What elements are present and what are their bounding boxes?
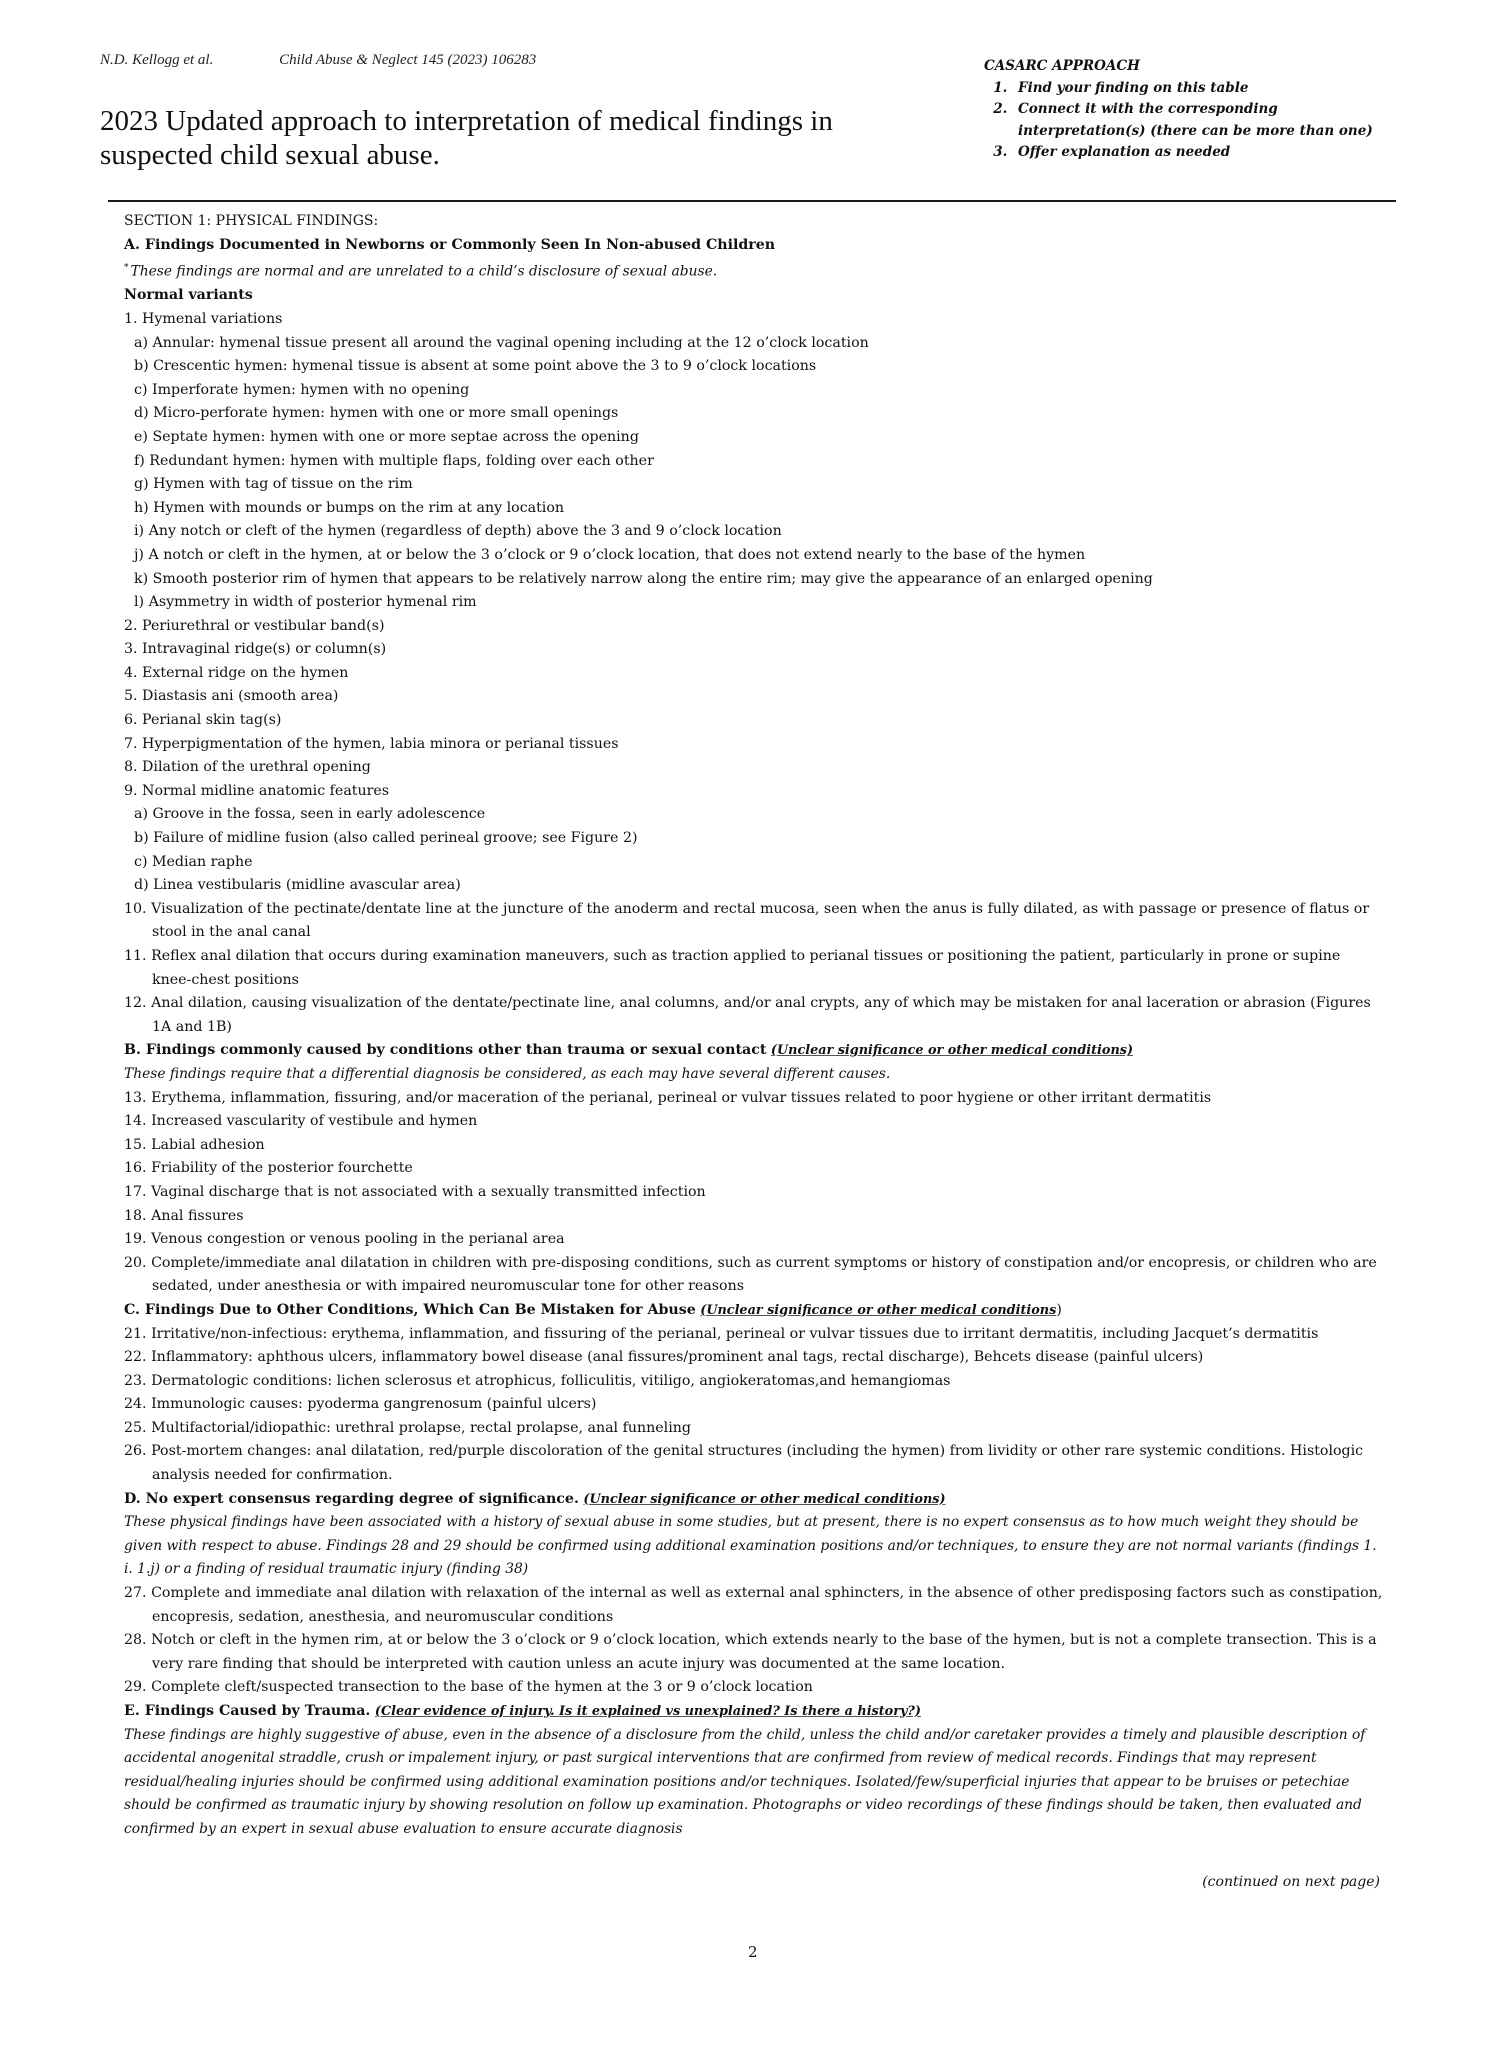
section-b-heading: B. Findings commonly caused by conditions other than trauma or sexual contact bbox=[124, 1042, 767, 1059]
finding-item: 11. Reflex anal dilation that occurs during examination maneuvers, such as traction applied to perianal tissues or positioning the patient, particularly in prone or supine knee-chest positions bbox=[124, 948, 1341, 988]
finding-item: 5. Diastasis ani (smooth area) bbox=[124, 688, 339, 705]
page-number: 2 bbox=[748, 1943, 758, 1961]
section-b-note: These findings require that a differential diagnosis be considered, as each may have several different causes. bbox=[124, 1065, 891, 1082]
casarc-heading: CASARC APPROACH bbox=[984, 58, 1140, 74]
section-c-qualifier: (Unclear significance or other medical conditions bbox=[700, 1302, 1057, 1318]
finding-item: 25. Multifactorial/idiopathic: urethral prolapse, rectal prolapse, anal funneling bbox=[124, 1419, 691, 1436]
finding-item: 15. Labial adhesion bbox=[124, 1136, 265, 1153]
finding-subitem: b) Failure of midline fusion (also called perineal groove; see Figure 2) bbox=[134, 830, 638, 847]
continued-note: (continued on next page) bbox=[1202, 1874, 1380, 1890]
finding-subitem: c) Median raphe bbox=[134, 853, 253, 870]
finding-item: 26. Post-mortem changes: anal dilatation, red/purple discoloration of the genital structures (including the hymen) from lividity or other rare systemic conditions. Histologic analysis needed for confirmation. bbox=[124, 1443, 1364, 1484]
finding-item: 17. Vaginal discharge that is not associated with a sexually transmitted infection bbox=[124, 1183, 706, 1200]
finding-subitem: f) Redundant hymen: hymen with multiple flaps, folding over each other bbox=[134, 452, 654, 469]
finding-item: 23. Dermatologic conditions: lichen sclerosus et atrophicus, folliculitis, vitiligo, angiokeratomas,and hemangiomas bbox=[124, 1372, 951, 1389]
finding-item: 3. Intravaginal ridge(s) or column(s) bbox=[124, 641, 387, 658]
section-c-qualifier-close: ) bbox=[1056, 1301, 1062, 1318]
finding-item: 13. Erythema, inflammation, fissuring, and/or maceration of the perianal, perineal or vulvar tissues related to poor hygiene or other irritant dermatitis bbox=[124, 1089, 1212, 1106]
finding-subitem: j) A notch or cleft in the hymen, at or below the 3 o’clock or 9 o’clock location, that does not extend nearly to the base of the hymen bbox=[134, 546, 1086, 563]
document-title: 2023 Updated approach to interpretation of medical findings in suspected child sexual abuse. bbox=[100, 105, 833, 171]
section-d-heading-row bbox=[124, 1488, 1384, 1512]
journal-citation: Child Abuse & Neglect 145 (2023) 106283 bbox=[279, 52, 537, 68]
finding-item: 9. Normal midline anatomic features bbox=[124, 782, 390, 799]
section-a-note bbox=[124, 257, 1384, 284]
casarc-step: 1. Find your finding on this table bbox=[1012, 78, 1404, 100]
casarc-steps bbox=[984, 78, 1404, 164]
section-e-heading: E. Findings Caused by Trauma. bbox=[124, 1703, 371, 1719]
section-d-note: These physical findings have been associated with a history of sexual abuse in some studies, but at present, there is no expert consensus as to how much weight they should be given with respect to abuse. Findings 28 and 29 should be confirmed using additional examination positions and/or techniques, to ensure they are not normal variants (findings 1. i. 1.j) or a finding of residual traumatic injury (finding 38) bbox=[124, 1514, 1377, 1578]
section-b-qualifier: (Unclear significance or other medical conditions) bbox=[770, 1043, 1134, 1059]
finding-item: 24. Immunologic causes: pyoderma gangrenosum (painful ulcers) bbox=[124, 1396, 597, 1413]
finding-item: 1. Hymenal variations bbox=[124, 310, 283, 327]
finding-subitem: a) Groove in the fossa, seen in early adolescence bbox=[134, 806, 486, 823]
finding-subitem: i) Any notch or cleft of the hymen (regardless of depth) above the 3 and 9 o’clock location bbox=[134, 523, 782, 540]
finding-item: 18. Anal fissures bbox=[124, 1207, 244, 1224]
finding-item: 8. Dilation of the urethral opening bbox=[124, 759, 371, 776]
finding-subitem: l) Asymmetry in width of posterior hymenal rim bbox=[134, 594, 477, 611]
finding-item: 12. Anal dilation, causing visualization of the dentate/pectinate line, anal columns, and/or anal crypts, any of which may be mistaken for anal laceration or abrasion (Figures 1A and 1B) bbox=[124, 995, 1371, 1035]
finding-subitem: g) Hymen with tag of tissue on the rim bbox=[134, 476, 413, 493]
running-head bbox=[100, 52, 536, 69]
finding-subitem: b) Crescentic hymen: hymenal tissue is absent at some point above the 3 to 9 o’clock locations bbox=[134, 358, 817, 375]
section-c-heading: C. Findings Due to Other Conditions, Which Can Be Mistaken for Abuse bbox=[124, 1301, 696, 1318]
section-label: SECTION 1: PHYSICAL FINDINGS: bbox=[124, 213, 379, 229]
casarc-step: 2. Connect it with the corresponding interpretation(s) (there can be more than one) bbox=[1012, 99, 1404, 142]
finding-item: 6. Perianal skin tag(s) bbox=[124, 712, 282, 729]
finding-item: 16. Friability of the posterior fourchette bbox=[124, 1160, 413, 1177]
section-c-heading-row bbox=[124, 1299, 1384, 1323]
finding-subitem: k) Smooth posterior rim of hymen that appears to be relatively narrow along the entire rim; may give the appearance of an enlarged opening bbox=[134, 570, 1153, 587]
finding-subitem: h) Hymen with mounds or bumps on the rim at any location bbox=[134, 499, 565, 516]
section-e-heading-row bbox=[124, 1700, 1384, 1724]
header-divider bbox=[108, 200, 1396, 202]
asterisk: * bbox=[124, 263, 129, 274]
finding-item: 7. Hyperpigmentation of the hymen, labia minora or perianal tissues bbox=[124, 735, 619, 752]
section-a-heading: A. Findings Documented in Newborns or Commonly Seen In Non-abused Children bbox=[124, 236, 776, 253]
finding-item: 20. Complete/immediate anal dilatation in children with pre-disposing conditions, such as current symptoms or history of constipation and/or encopresis, or children who are sedated, under anesthesia or with impaired neuromuscular tone for other reasons bbox=[124, 1254, 1377, 1295]
section-a-note-text: These findings are normal and are unrelated to a child’s disclosure of sexual abuse. bbox=[130, 263, 718, 280]
finding-subitem: c) Imperforate hymen: hymen with no opening bbox=[134, 381, 470, 398]
casarc-step: 3. Offer explanation as needed bbox=[1012, 142, 1404, 164]
finding-item: 21. Irritative/non-infectious: erythema, inflammation, and fissuring of the perianal, perineal or vulvar tissues due to irritant dermatitis, including Jacquet’s dermatitis bbox=[124, 1325, 1319, 1342]
casarc-approach-box bbox=[984, 56, 1404, 164]
finding-item: 22. Inflammatory: aphthous ulcers, inflammatory bowel disease (anal fissures/prominent anal tags, rectal discharge), Behcets disease (painful ulcers) bbox=[124, 1349, 1204, 1366]
findings-table bbox=[124, 210, 1384, 1842]
section-e-qualifier: (Clear evidence of injury. Is it explained vs unexplained? Is there a history?) bbox=[374, 1704, 921, 1719]
section-d-heading: D. No expert consensus regarding degree of significance. bbox=[124, 1490, 579, 1507]
finding-item: 2. Periurethral or vestibular band(s) bbox=[124, 617, 385, 634]
finding-item: 28. Notch or cleft in the hymen rim, at or below the 3 o’clock or 9 o’clock location, which extends nearly to the base of the hymen, but is not a complete transection. This is a very rare finding that should be interpreted with caution unless an acute injury was documented at the same location. bbox=[124, 1632, 1377, 1672]
finding-item: 4. External ridge on the hymen bbox=[124, 664, 349, 681]
finding-subitem: e) Septate hymen: hymen with one or more septae across the opening bbox=[134, 428, 639, 445]
finding-item: 27. Complete and immediate anal dilation with relaxation of the internal as well as external anal sphincters, in the absence of other predisposing factors such as constipation, encopresis, sedation, anesthesia, and neuromuscular conditions bbox=[124, 1585, 1383, 1625]
finding-item: 10. Visualization of the pectinate/dentate line at the juncture of the anoderm and rectal mucosa, seen when the anus is fully dilated, as with passage or presence of flatus or stool in the anal canal bbox=[124, 900, 1370, 941]
finding-subitem: d) Linea vestibularis (midline avascular area) bbox=[134, 877, 461, 894]
normal-variants-heading: Normal variants bbox=[124, 287, 253, 304]
finding-subitem: a) Annular: hymenal tissue present all around the vaginal opening including at the 12 o’clock location bbox=[134, 334, 869, 351]
finding-item: 14. Increased vascularity of vestibule and hymen bbox=[124, 1113, 478, 1130]
section-e-note: These findings are highly suggestive of abuse, even in the absence of a disclosure from the child, unless the child and/or caretaker provides a timely and plausible description of accidental anogenital straddle, crush or impalement injury, or past surgical interventions that are confirmed from review of medical records. Findings that may represent residual/healing injuries should be confirmed using additional examination positions and/or techniques. Isolated/few/superficial injuries that appear to be bruises or petechiae should be confirmed as traumatic injury by showing resolution on follow up examination. Photographs or video recordings of these findings should be taken, then evaluated and confirmed by an expert in sexual abuse evaluation to ensure accurate diagnosis bbox=[124, 1726, 1366, 1837]
finding-item: 19. Venous congestion or venous pooling in the perianal area bbox=[124, 1231, 565, 1248]
section-d-qualifier: (Unclear significance or other medical conditions) bbox=[583, 1491, 946, 1507]
finding-subitem: d) Micro-perforate hymen: hymen with one or more small openings bbox=[134, 405, 619, 422]
section-b-heading-row bbox=[124, 1039, 1384, 1063]
finding-item: 29. Complete cleft/suspected transection to the base of the hymen at the 3 or 9 o’clock location bbox=[124, 1679, 813, 1696]
authors: N.D. Kellogg et al. bbox=[100, 52, 214, 68]
